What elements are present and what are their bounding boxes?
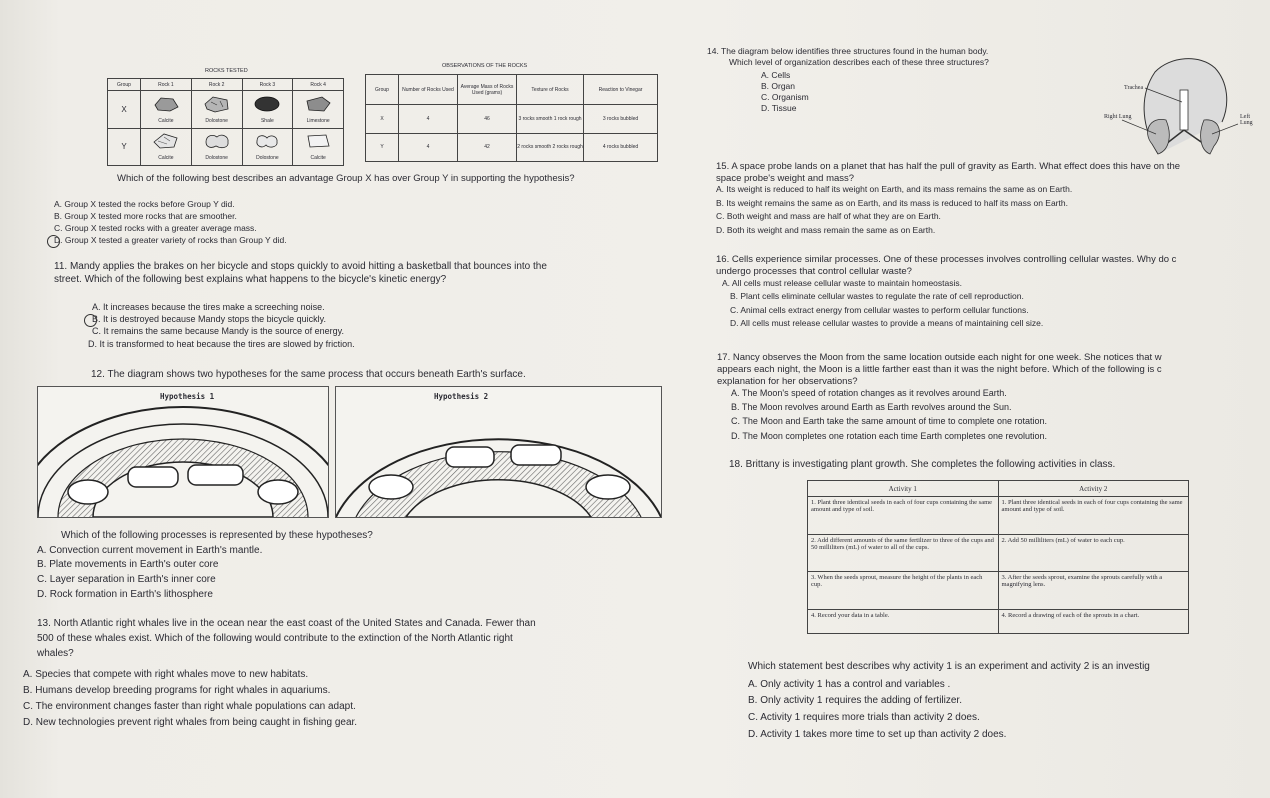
q16-line-1: 16. Cells experience similar processes. One of these processes involves controlling cellular wastes. Why do c	[716, 254, 1177, 265]
q18-option-d[interactable]: D. Activity 1 takes more time to set up than activity 2 does.	[748, 729, 1007, 740]
q15-line-1: 15. A space probe lands on a planet that has half the pull of gravity as Earth. What effect does this have on the	[716, 161, 1181, 172]
rock-cell	[242, 128, 293, 166]
answer-circle-mark	[84, 314, 97, 327]
left-lung-label: Left Lung	[1240, 114, 1253, 126]
rock-label: Calcite	[158, 155, 174, 162]
q16-option-b[interactable]: B. Plant cells eliminate cellular wastes to regulate the rate of cell reproduction.	[730, 291, 1024, 301]
q13-line-3: whales?	[37, 648, 74, 659]
q10-question: Which of the following best describes an advantage Group X has over Group Y in supporting the hypothesis?	[117, 173, 575, 184]
q15-option-c[interactable]: C. Both weight and mass are half of what they are on Earth.	[716, 211, 941, 221]
q13-line-2: 500 of these whales exist. Which of the following would contribute to the extinction of the North Atlantic right	[37, 633, 513, 644]
q18-intro: 18. Brittany is investigating plant growth. She completes the following activities in class.	[729, 459, 1116, 470]
q14-option-a[interactable]: A. Cells	[761, 70, 791, 80]
q17-option-d[interactable]: D. The Moon completes one rotation each time Earth completes one revolution.	[731, 431, 1048, 441]
q13-option-b[interactable]: B. Humans develop breeding programs for right whales in aquariums.	[23, 685, 331, 696]
q12-question: 12. The diagram shows two hypotheses for the same process that occurs beneath Earth's surface.	[91, 369, 526, 380]
q14-line-2: Which level of organization describes each of these three structures?	[729, 57, 989, 67]
table-row	[108, 128, 344, 166]
q18-option-a[interactable]: A. Only activity 1 has a control and variables .	[748, 679, 951, 690]
activity-cell: 4. Record your data in a table.	[808, 610, 999, 634]
q11-option-d[interactable]: D. It is transformed to heat because the tires are slowed by friction.	[88, 339, 355, 349]
rock-icon	[152, 95, 180, 113]
q17-line-1: 17. Nancy observes the Moon from the same location outside each night for one week. She notices that w	[717, 352, 1162, 363]
table-row	[108, 91, 344, 129]
rocks-table-title: ROCKS TESTED	[205, 68, 248, 74]
q18-question: Which statement best describes why activity 1 is an experiment and activity 2 is an investig	[748, 661, 1150, 672]
rock-label: Calcite	[158, 117, 174, 124]
rock-icon	[203, 95, 231, 113]
obs-cell: 46	[458, 105, 517, 134]
human-lungs-diagram	[1100, 54, 1265, 160]
q18-option-c[interactable]: C. Activity 1 requires more trials than activity 2 does.	[748, 712, 980, 723]
q14-option-c[interactable]: C. Organism	[761, 92, 809, 102]
obs-header: Group	[366, 75, 399, 105]
hypothesis-1-label: Hypothesis 1	[160, 392, 215, 401]
activities-table	[807, 480, 1189, 634]
rock-label: Limestone	[306, 117, 330, 124]
activity-cell: 1. Plant three identical seeds in each of four cups containing the same amount and type of soil.	[998, 497, 1189, 535]
q16-option-d[interactable]: D. All cells must release cellular wastes to provide a means of maintaining cell size.	[730, 318, 1044, 328]
q11-line-1: 11. Mandy applies the brakes on her bicycle and stops quickly to avoid hitting a basketball that bounces into the	[54, 261, 547, 272]
obs-cell: X	[366, 105, 399, 134]
q12-option-c[interactable]: C. Layer separation in Earth's inner core	[37, 574, 216, 585]
rock-cell	[191, 128, 242, 166]
q11-line-2: street. Which of the following best explains what happens to the bicycle's kinetic energy?	[54, 274, 447, 285]
hypothesis-2-panel	[335, 386, 662, 518]
q15-option-d[interactable]: D. Both its weight and mass remain the same as on Earth.	[716, 225, 936, 235]
obs-cell: Y	[366, 133, 399, 162]
activity-cell: 1. Plant three identical seeds in each of four cups containing the same amount and type of soil.	[808, 497, 999, 535]
obs-table-title: OBSERVATIONS OF THE ROCKS	[442, 63, 528, 69]
obs-cell: 3 rocks bubbled	[584, 105, 658, 134]
rock-icon	[304, 132, 332, 150]
rock-cell	[242, 91, 293, 129]
activity-header: Activity 2	[998, 481, 1189, 497]
observations-table	[365, 74, 658, 162]
rock-cell	[141, 128, 192, 166]
q13-option-a[interactable]: A. Species that compete with right whales move to new habitats.	[23, 669, 309, 680]
table-row	[808, 497, 1189, 535]
q10-option-a[interactable]: A. Group X tested the rocks before Group Y did.	[54, 199, 235, 209]
q17-line-2: appears each night, the Moon is a little farther east than it was the night before. Which of the following is c	[717, 364, 1162, 375]
q12-option-b[interactable]: B. Plate movements in Earth's outer core	[37, 559, 219, 570]
rock-label: Dolostone	[205, 117, 228, 124]
obs-cell: 4 rocks bubbled	[584, 133, 658, 162]
q11-option-a[interactable]: A. It increases because the tires make a screeching noise.	[92, 302, 325, 312]
obs-cell: 4	[399, 133, 458, 162]
table-row	[808, 610, 1189, 634]
obs-header: Texture of Rocks	[517, 75, 584, 105]
group-cell: X	[108, 91, 141, 129]
q14-option-b[interactable]: B. Organ	[761, 81, 796, 91]
obs-cell: 4	[399, 105, 458, 134]
rock-label: Dolostone	[256, 155, 279, 162]
rocks-header: Rock 4	[293, 79, 344, 91]
q15-option-a[interactable]: A. Its weight is reduced to half its weight on Earth, and its mass remains the same as on Earth.	[716, 184, 1073, 194]
activity-header: Activity 1	[808, 481, 999, 497]
q13-line-1: 13. North Atlantic right whales live in the ocean near the east coast of the United States and Canada. Fewer than	[37, 618, 536, 629]
table-row	[366, 105, 658, 134]
rock-icon	[253, 132, 281, 150]
q13-option-c[interactable]: C. The environment changes faster than right whale populations can adapt.	[23, 701, 356, 712]
activity-cell: 3. When the seeds sprout, measure the height of the plants in each cup.	[808, 572, 999, 610]
q18-option-b[interactable]: B. Only activity 1 requires the adding of fertilizer.	[748, 695, 962, 706]
activity-cell: 3. After the seeds sprout, examine the sprouts carefully with a magnifying lens.	[998, 572, 1189, 610]
obs-header: Average Mass of Rocks Used (grams)	[458, 75, 517, 105]
obs-cell: 42	[458, 133, 517, 162]
rocks-table	[107, 78, 344, 166]
rock-cell	[293, 128, 344, 166]
q10-option-c[interactable]: C. Group X tested rocks with a greater average mass.	[54, 223, 257, 233]
q13-option-d[interactable]: D. New technologies prevent right whales from being caught in fishing gear.	[23, 717, 358, 728]
q17-option-c[interactable]: C. The Moon and Earth take the same amount of time to complete one rotation.	[731, 416, 1048, 426]
q14-option-d[interactable]: D. Tissue	[761, 103, 797, 113]
q16-option-a[interactable]: A. All cells must release cellular waste to maintain homeostasis.	[722, 278, 962, 288]
obs-cell: 3 rocks smooth 1 rock rough	[517, 105, 584, 134]
activity-cell: 2. Add different amounts of the same fertilizer to three of the cups and 50 milliliters (mL) of water to all of the cups.	[808, 534, 999, 572]
rock-label: Shale	[260, 117, 274, 124]
right-lung-label: Right Lung	[1104, 114, 1132, 120]
hypothesis-2-diagram	[336, 387, 661, 517]
answer-circle-mark	[47, 235, 60, 248]
rock-icon	[152, 132, 180, 150]
rocks-header: Group	[108, 79, 141, 91]
activity-cell: 2. Add 50 milliliters (mL) of water to each cup.	[998, 534, 1189, 572]
obs-header: Reaction to Vinegar	[584, 75, 658, 105]
obs-cell: 2 rocks smooth 2 rocks rough	[517, 133, 584, 162]
q16-option-c[interactable]: C. Animal cells extract energy from cellular wastes to perform cellular functions.	[730, 305, 1029, 315]
rock-cell	[191, 91, 242, 129]
q17-line-3: explanation for her observations?	[717, 376, 858, 387]
q12-prompt: Which of the following processes is represented by these hypotheses?	[61, 530, 373, 541]
rock-cell	[141, 91, 192, 129]
rock-icon	[253, 95, 281, 113]
q16-line-2: undergo processes that control cellular waste?	[716, 266, 912, 277]
q15-option-b[interactable]: B. Its weight remains the same as on Earth, and its mass is reduced to half its mass on Earth.	[716, 198, 1068, 208]
rock-cell	[293, 91, 344, 129]
obs-header: Number of Rocks Used	[399, 75, 458, 105]
rocks-header: Rock 2	[191, 79, 242, 91]
q10-option-b[interactable]: B. Group X tested more rocks that are smoother.	[54, 211, 237, 221]
q11-option-b[interactable]: B. It is destroyed because Mandy stops the bicycle quickly.	[92, 314, 326, 324]
rocks-header: Rock 3	[242, 79, 293, 91]
q14-line-1: 14. The diagram below identifies three structures found in the human body.	[707, 46, 989, 56]
table-row	[808, 534, 1189, 572]
rocks-header: Rock 1	[141, 79, 192, 91]
q17-option-b[interactable]: B. The Moon revolves around Earth as Earth revolves around the Sun.	[731, 402, 1012, 412]
rock-icon	[203, 132, 231, 150]
hypothesis-1-diagram	[38, 387, 328, 517]
q12-option-a[interactable]: A. Convection current movement in Earth's mantle.	[37, 545, 263, 556]
q15-line-2: space probe's weight and mass?	[716, 173, 855, 184]
q11-option-c[interactable]: C. It remains the same because Mandy is the source of energy.	[92, 326, 344, 336]
rock-icon	[304, 95, 332, 113]
rock-label: Calcite	[310, 155, 326, 162]
hypothesis-1-panel	[37, 386, 329, 518]
q10-option-d[interactable]: D. Group X tested a greater variety of rocks than Group Y did.	[54, 235, 287, 245]
table-row	[366, 133, 658, 162]
rock-label: Dolostone	[205, 155, 228, 162]
trachea-label: Trachea	[1124, 85, 1144, 91]
q12-option-d[interactable]: D. Rock formation in Earth's lithosphere	[37, 589, 213, 600]
group-cell: Y	[108, 128, 141, 166]
q17-option-a[interactable]: A. The Moon's speed of rotation changes as it revolves around Earth.	[731, 388, 1007, 398]
activity-cell: 4. Record a drawing of each of the sprouts in a chart.	[998, 610, 1189, 634]
table-row	[808, 572, 1189, 610]
hypothesis-2-label: Hypothesis 2	[434, 392, 489, 401]
